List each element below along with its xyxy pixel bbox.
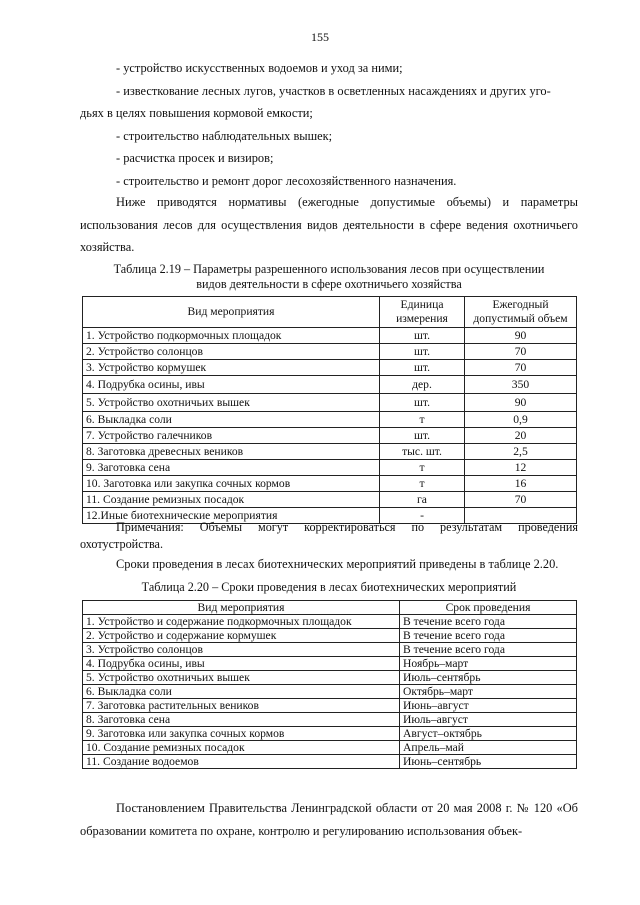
cell-activity: 4. Подрубка осины, ивы <box>83 376 380 394</box>
cell-unit: т <box>380 412 465 428</box>
cell-unit: га <box>380 492 465 508</box>
notes-text: Примечания: Объемы могут корректироваться по результатам проведения охотустройства. <box>80 520 578 551</box>
table-row <box>83 685 577 699</box>
table-row <box>83 412 577 428</box>
cell-activity: 6. Выкладка соли <box>83 685 400 699</box>
header-unit-line2: измерения <box>396 312 448 325</box>
cell-activity: 10. Заготовка или закупка сочных кормов <box>83 476 380 492</box>
parameters-table <box>82 296 577 524</box>
cell-activity: 11. Создание водоемов <box>83 755 400 769</box>
table-row <box>83 476 577 492</box>
cell-period: В течение всего года <box>400 643 577 657</box>
header-unit <box>380 297 465 328</box>
bullet-item: - расчистка просек и визиров; <box>116 151 274 165</box>
cell-unit: шт. <box>380 428 465 444</box>
header-volume <box>465 297 577 328</box>
cell-unit: тыс. шт. <box>380 444 465 460</box>
cell-volume: 90 <box>465 394 577 412</box>
cell-period: Июль–сентябрь <box>400 671 577 685</box>
cell-unit: шт. <box>380 328 465 344</box>
table1-caption <box>80 262 578 291</box>
cell-activity: 6. Выкладка соли <box>83 412 380 428</box>
cell-volume: 12 <box>465 460 577 476</box>
cell-volume: 70 <box>465 344 577 360</box>
cell-unit: т <box>380 476 465 492</box>
table-row <box>83 629 577 643</box>
cell-period: Апрель–май <box>400 741 577 755</box>
page-number: 155 <box>311 30 329 44</box>
final-paragraph-block <box>80 797 578 842</box>
cell-period: Июль–август <box>400 713 577 727</box>
table-row <box>83 713 577 727</box>
bullet-item-continuation: дьях в целях повышения кормовой емкости; <box>80 106 313 120</box>
cell-volume: 70 <box>465 360 577 376</box>
cell-unit: дер. <box>380 376 465 394</box>
cell-period: Октябрь–март <box>400 685 577 699</box>
table1-caption-line2: видов деятельности в сфере охотничьего хозяйства <box>196 276 462 291</box>
cell-activity: 2. Устройство солонцов <box>83 344 380 360</box>
cell-period: Ноябрь–март <box>400 657 577 671</box>
final-paragraph: Постановлением Правительства Ленинградской области от 20 мая 2008 г. № 120 «Об образовании комитета по охране, контролю и регулированию использования объек- <box>80 801 578 838</box>
table-row <box>83 741 577 755</box>
table-row <box>83 755 577 769</box>
table-row <box>83 657 577 671</box>
table-row <box>83 699 577 713</box>
cell-activity: 8. Заготовка древесных веников <box>83 444 380 460</box>
table1-caption-line1: Таблица 2.19 – Параметры разрешенного использования лесов при осуществлении <box>113 262 545 276</box>
table-row <box>83 727 577 741</box>
table-row <box>83 643 577 657</box>
table-header-row <box>83 297 577 328</box>
cell-unit: шт. <box>380 360 465 376</box>
cell-activity: 8. Заготовка сена <box>83 713 400 727</box>
cell-volume: 0,9 <box>465 412 577 428</box>
cell-unit: шт. <box>380 394 465 412</box>
timing-paragraph: Сроки проведения в лесах биотехнических мероприятий приведены в таблице 2.20. <box>116 557 559 571</box>
header-volume-line2: допустимый объем <box>473 312 568 325</box>
cell-period: В течение всего года <box>400 615 577 629</box>
cell-activity: 7. Устройство галечников <box>83 428 380 444</box>
cell-activity: 3. Устройство солонцов <box>83 643 400 657</box>
cell-activity: 2. Устройство и содержание кормушек <box>83 629 400 643</box>
bullet-list <box>80 57 578 192</box>
cell-unit: - <box>380 508 465 524</box>
table-row <box>83 328 577 344</box>
cell-activity: 9. Заготовка сена <box>83 460 380 476</box>
table-header-row <box>83 601 577 615</box>
cell-activity: 7. Заготовка растительных веников <box>83 699 400 713</box>
table-row <box>83 344 577 360</box>
cell-activity: 4. Подрубка осины, ивы <box>83 657 400 671</box>
bullet-item: - строительство наблюдательных вышек; <box>116 128 333 143</box>
bullet-item: - строительство и ремонт дорог лесохозяйственного назначения. <box>116 173 457 188</box>
cell-period: Июнь–август <box>400 699 577 713</box>
cell-activity: 1. Устройство и содержание подкормочных площадок <box>83 615 400 629</box>
cell-unit: т <box>380 460 465 476</box>
cell-period: Август–октябрь <box>400 727 577 741</box>
cell-activity: 3. Устройство кормушек <box>83 360 380 376</box>
table-row <box>83 376 577 394</box>
cell-activity: 11. Создание ремизных посадок <box>83 492 380 508</box>
cell-activity: 9. Заготовка или закупка сочных кормов <box>83 727 400 741</box>
cell-volume: 350 <box>465 376 577 394</box>
cell-activity: 5. Устройство охотничьих вышек <box>83 671 400 685</box>
table-row <box>83 360 577 376</box>
notes-block <box>80 519 578 553</box>
schedule-table <box>82 600 577 769</box>
header-activity: Вид мероприятия <box>83 297 380 328</box>
header-volume-line1: Ежегодный <box>492 298 549 311</box>
cell-volume: 70 <box>465 492 577 508</box>
bullet-item: - известкование лесных лугов, участков в осветленных насаждениях и других уго- <box>116 83 551 98</box>
cell-volume: 16 <box>465 476 577 492</box>
table-row <box>83 671 577 685</box>
table2-caption: Таблица 2.20 – Сроки проведения в лесах биотехнических мероприятий <box>141 580 517 594</box>
bullet-item: - устройство искусственных водоемов и уход за ними; <box>116 61 403 75</box>
table-row <box>83 492 577 508</box>
table-row <box>83 394 577 412</box>
cell-period: Июнь–сентябрь <box>400 755 577 769</box>
header-activity: Вид мероприятия <box>83 601 400 615</box>
cell-activity: 5. Устройство охотничьих вышек <box>83 394 380 412</box>
intro-paragraph-block <box>80 191 578 259</box>
cell-volume: 2,5 <box>465 444 577 460</box>
cell-activity: 1. Устройство подкормочных площадок <box>83 328 380 344</box>
table-row <box>83 428 577 444</box>
cell-volume: 90 <box>465 328 577 344</box>
intro-paragraph: Ниже приводятся нормативы (ежегодные допустимые объемы) и параметры использования лесов для осуществления видов деятельности в сфере ведения охотничьего хозяйства. <box>80 195 578 254</box>
timing-paragraph-block <box>80 553 578 576</box>
cell-volume: 20 <box>465 428 577 444</box>
cell-period: В течение всего года <box>400 629 577 643</box>
cell-activity: 12.Иные биотехнические мероприятия <box>83 508 380 524</box>
table-row <box>83 615 577 629</box>
cell-unit: шт. <box>380 344 465 360</box>
table-row <box>83 444 577 460</box>
header-period: Срок проведения <box>400 601 577 615</box>
cell-activity: 10. Создание ремизных посадок <box>83 741 400 755</box>
table-row <box>83 460 577 476</box>
header-unit-line1: Единица <box>400 298 444 311</box>
